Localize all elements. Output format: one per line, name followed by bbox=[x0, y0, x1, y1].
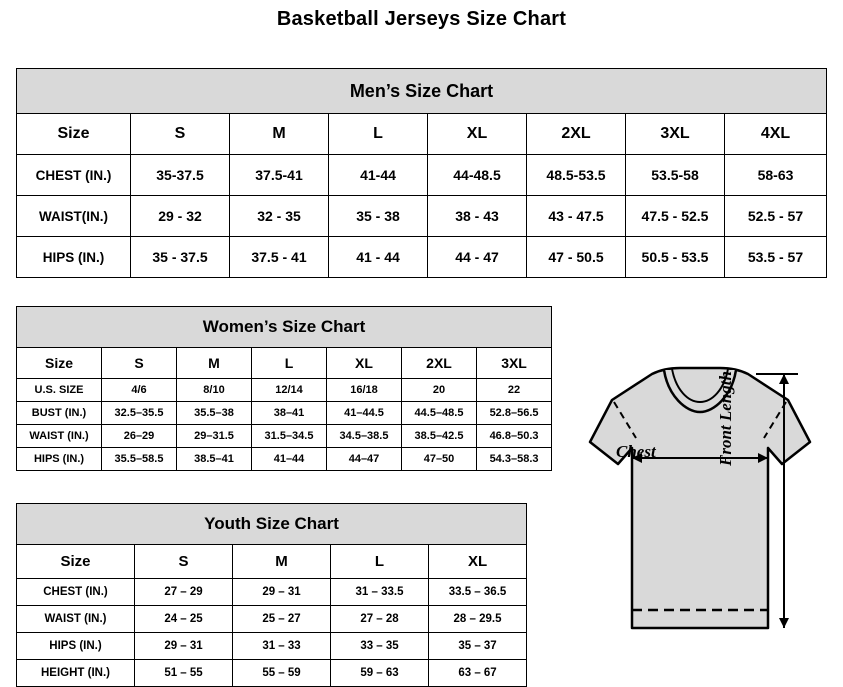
page-title: Basketball Jerseys Size Chart bbox=[276, 8, 567, 30]
table-cell: 34.5–38.5 bbox=[327, 425, 402, 448]
table-header-row bbox=[17, 114, 827, 155]
column-header: 4XL bbox=[725, 114, 827, 155]
column-header: M bbox=[230, 114, 329, 155]
column-header: L bbox=[329, 114, 428, 155]
table-cell: 22 bbox=[477, 379, 552, 402]
row-label: WAIST (IN.) bbox=[17, 606, 135, 633]
womens-size-chart-table bbox=[16, 306, 552, 471]
table-cell: 59 – 63 bbox=[331, 660, 429, 687]
table-cell: 31.5–34.5 bbox=[252, 425, 327, 448]
table-cell: 29 – 31 bbox=[135, 633, 233, 660]
table-cell: 41-44 bbox=[329, 155, 428, 196]
column-header: Size bbox=[17, 114, 131, 155]
row-label: BUST (IN.) bbox=[17, 402, 102, 425]
table-cell: 54.3–58.3 bbox=[477, 448, 552, 471]
column-header: XL bbox=[327, 348, 402, 379]
table-row bbox=[17, 155, 827, 196]
table-cell: 55 – 59 bbox=[233, 660, 331, 687]
table-cell: 44.5–48.5 bbox=[402, 402, 477, 425]
column-header: 2XL bbox=[402, 348, 477, 379]
table-cell: 35-37.5 bbox=[131, 155, 230, 196]
column-header: S bbox=[135, 545, 233, 579]
table-cell: 52.5 - 57 bbox=[725, 196, 827, 237]
mens-size-chart-table bbox=[16, 68, 827, 278]
table-cell: 35.5–58.5 bbox=[102, 448, 177, 471]
chest-label: Chest bbox=[616, 442, 656, 461]
table-cell: 31 – 33.5 bbox=[331, 579, 429, 606]
table-cell: 41–44.5 bbox=[327, 402, 402, 425]
table-row bbox=[17, 402, 552, 425]
table-cell: 38 - 43 bbox=[428, 196, 527, 237]
row-label: HIPS (IN.) bbox=[17, 633, 135, 660]
table-cell: 35 - 37.5 bbox=[131, 237, 230, 278]
mens-caption: Men’s Size Chart bbox=[17, 69, 827, 114]
table-cell: 35 – 37 bbox=[429, 633, 527, 660]
row-label: U.S. SIZE bbox=[17, 379, 102, 402]
youth-caption: Youth Size Chart bbox=[17, 504, 527, 545]
row-label: WAIST (IN.) bbox=[17, 425, 102, 448]
table-row bbox=[17, 660, 527, 687]
column-header: Size bbox=[17, 545, 135, 579]
table-cell: 28 – 29.5 bbox=[429, 606, 527, 633]
table-cell: 58-63 bbox=[725, 155, 827, 196]
table-cell: 41–44 bbox=[252, 448, 327, 471]
column-header: S bbox=[131, 114, 230, 155]
table-cell: 44–47 bbox=[327, 448, 402, 471]
column-header: L bbox=[252, 348, 327, 379]
table-caption-row bbox=[17, 504, 527, 545]
column-header: L bbox=[331, 545, 429, 579]
table-cell: 38.5–42.5 bbox=[402, 425, 477, 448]
table-cell: 32.5–35.5 bbox=[102, 402, 177, 425]
table-row bbox=[17, 606, 527, 633]
table-cell: 47.5 - 52.5 bbox=[626, 196, 725, 237]
front-length-arrow-top bbox=[779, 374, 789, 384]
table-row bbox=[17, 448, 552, 471]
column-header: 3XL bbox=[477, 348, 552, 379]
table-cell: 31 – 33 bbox=[233, 633, 331, 660]
table-cell: 37.5-41 bbox=[230, 155, 329, 196]
column-header: 3XL bbox=[626, 114, 725, 155]
row-label: HIPS (IN.) bbox=[17, 448, 102, 471]
womens-caption: Women’s Size Chart bbox=[17, 307, 552, 348]
row-label: CHEST (IN.) bbox=[17, 155, 131, 196]
table-cell: 35.5–38 bbox=[177, 402, 252, 425]
table-cell: 4/6 bbox=[102, 379, 177, 402]
front-length-label: Front Length bbox=[716, 371, 735, 466]
table-cell: 29 - 32 bbox=[131, 196, 230, 237]
table-cell: 38.5–41 bbox=[177, 448, 252, 471]
table-cell: 48.5-53.5 bbox=[527, 155, 626, 196]
table-cell: 51 – 55 bbox=[135, 660, 233, 687]
table-cell: 26–29 bbox=[102, 425, 177, 448]
table-cell: 32 - 35 bbox=[230, 196, 329, 237]
front-length-arrow-bottom bbox=[779, 618, 789, 628]
table-cell: 50.5 - 53.5 bbox=[626, 237, 725, 278]
table-row bbox=[17, 425, 552, 448]
table-cell: 24 – 25 bbox=[135, 606, 233, 633]
table-row bbox=[17, 237, 827, 278]
table-cell: 16/18 bbox=[327, 379, 402, 402]
row-label: HIPS (IN.) bbox=[17, 237, 131, 278]
table-cell: 37.5 - 41 bbox=[230, 237, 329, 278]
table-cell: 29 – 31 bbox=[233, 579, 331, 606]
column-header: 2XL bbox=[527, 114, 626, 155]
row-label: WAIST(IN.) bbox=[17, 196, 131, 237]
table-row bbox=[17, 579, 527, 606]
jersey-shirt-icon bbox=[540, 338, 840, 678]
table-cell: 47 - 50.5 bbox=[527, 237, 626, 278]
table-cell: 33 – 35 bbox=[331, 633, 429, 660]
column-header: S bbox=[102, 348, 177, 379]
row-label: HEIGHT (IN.) bbox=[17, 660, 135, 687]
column-header: XL bbox=[428, 114, 527, 155]
column-header: XL bbox=[429, 545, 527, 579]
table-cell: 12/14 bbox=[252, 379, 327, 402]
table-cell: 38–41 bbox=[252, 402, 327, 425]
table-cell: 44-48.5 bbox=[428, 155, 527, 196]
table-cell: 63 – 67 bbox=[429, 660, 527, 687]
table-cell: 27 – 29 bbox=[135, 579, 233, 606]
table-caption-row bbox=[17, 69, 827, 114]
table-cell: 53.5-58 bbox=[626, 155, 725, 196]
table-row bbox=[17, 379, 552, 402]
table-caption-row bbox=[17, 307, 552, 348]
row-label: CHEST (IN.) bbox=[17, 579, 135, 606]
table-cell: 43 - 47.5 bbox=[527, 196, 626, 237]
table-cell: 46.8–50.3 bbox=[477, 425, 552, 448]
table-cell: 53.5 - 57 bbox=[725, 237, 827, 278]
youth-size-chart-table bbox=[16, 503, 527, 687]
table-cell: 52.8–56.5 bbox=[477, 402, 552, 425]
table-header-row bbox=[17, 348, 552, 379]
table-cell: 20 bbox=[402, 379, 477, 402]
table-cell: 47–50 bbox=[402, 448, 477, 471]
table-cell: 35 - 38 bbox=[329, 196, 428, 237]
table-row bbox=[17, 196, 827, 237]
column-header: Size bbox=[17, 348, 102, 379]
column-header: M bbox=[233, 545, 331, 579]
jersey-measurement-diagram bbox=[540, 338, 840, 678]
table-cell: 29–31.5 bbox=[177, 425, 252, 448]
table-cell: 41 - 44 bbox=[329, 237, 428, 278]
table-cell: 33.5 – 36.5 bbox=[429, 579, 527, 606]
table-cell: 25 – 27 bbox=[233, 606, 331, 633]
table-row bbox=[17, 633, 527, 660]
table-cell: 44 - 47 bbox=[428, 237, 527, 278]
table-cell: 27 – 28 bbox=[331, 606, 429, 633]
table-header-row bbox=[17, 545, 527, 579]
column-header: M bbox=[177, 348, 252, 379]
table-cell: 8/10 bbox=[177, 379, 252, 402]
